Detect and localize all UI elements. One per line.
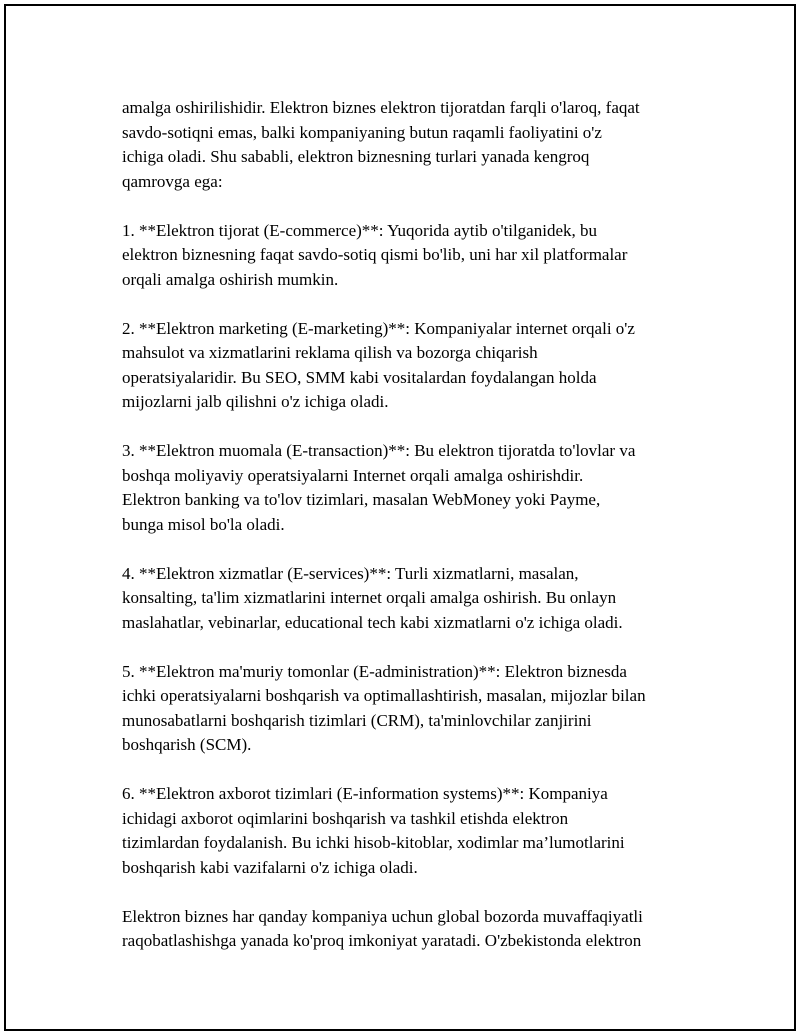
text-line: mahsulot va xizmatlarini reklama qilish va bozorga chiqarish [122,343,538,362]
text-line: 1. **Elektron tijorat (E-commerce)**: Yuqorida aytib o'tilganidek, bu [122,220,597,240]
text-line: 5. **Elektron ma'muriy tomonlar (E-administration)**: Elektron biznesda [122,661,627,681]
text-line: qamrovga ega: [122,171,223,191]
list-item-2 [122,317,702,415]
paragraph-conclusion [122,905,702,954]
text-line: 4. **Elektron xizmatlar (E-services)**: Turli xizmatlarni, masalan, [122,563,579,583]
text-line: mijozlarni jalb qilishni o'z ichiga oladi. [122,392,389,411]
text-line: tizimlardan foydalanish. Bu ichki hisob-kitoblar, xodimlar ma’lumotlarini [122,833,625,852]
list-item-4 [122,562,702,636]
text-line: boshqarish kabi vazifalarni o'z ichiga oladi. [122,857,418,877]
text-line: Elektron banking va to'lov tizimlari, masalan WebMoney yoki Payme, [122,490,601,509]
text-line: 3. **Elektron muomala (E-transaction)**: Bu elektron tijoratda to'lovlar va [122,441,636,460]
list-item-1 [122,219,702,293]
text-line: ichki operatsiyalarni boshqarish va optimallashtirish, masalan, mijozlar bilan [122,686,646,705]
text-line: operatsiyalaridir. Bu SEO, SMM kabi vositalardan foydalangan holda [122,367,597,387]
text-line: raqobatlashishga yanada ko'proq imkoniyat yaratadi. O'zbekistonda elektron [122,931,642,950]
text-line: 2. **Elektron marketing (E-marketing)**: Kompaniyalar internet orqali o'z [122,318,635,338]
text-line: ichiga oladi. Shu sababli, elektron biznesning turlari yanada kengroq [122,147,590,166]
text-line: orqali amalga oshirish mumkin. [122,269,339,289]
paragraph-intro [122,96,702,194]
text-line: Elektron biznes har qanday kompaniya uchun global bozorda muvaffaqiyatli [122,906,643,926]
list-item-6 [122,782,702,880]
text-line: konsalting, ta'lim xizmatlarini internet orqali amalga oshirish. Bu onlayn [122,588,617,607]
page-frame [4,4,796,1031]
list-item-3 [122,439,702,537]
text-line: ichidagi axborot oqimlarini boshqarish va tashkil etishda elektron [122,808,569,828]
text-line: bunga misol bo'la oladi. [122,514,285,534]
text-line: amalga oshirilishidir. Elektron biznes elektron tijoratdan farqli o'laroq, faqat [122,98,640,117]
text-line: 6. **Elektron axborot tizimlari (E-information systems)**: Kompaniya [122,784,608,803]
text-line: munosabatlarni boshqarish tizimlari (CRM), ta'minlovchilar zanjirini [122,710,592,730]
text-line: elektron biznesning faqat savdo-sotiq qismi bo'lib, uni har xil platformalar [122,245,628,264]
text-line: savdo-sotiqni emas, balki kompaniyaning butun raqamli faoliyatini o'z [122,122,602,142]
text-line: maslahatlar, vebinarlar, educational tech kabi xizmatlarni o'z ichiga oladi. [122,612,623,632]
document-body [122,96,702,978]
list-item-5 [122,660,702,758]
text-line: boshqarish (SCM). [122,735,252,754]
text-line: boshqa moliyaviy operatsiyalarni Internet orqali amalga oshirishdir. [122,465,584,485]
